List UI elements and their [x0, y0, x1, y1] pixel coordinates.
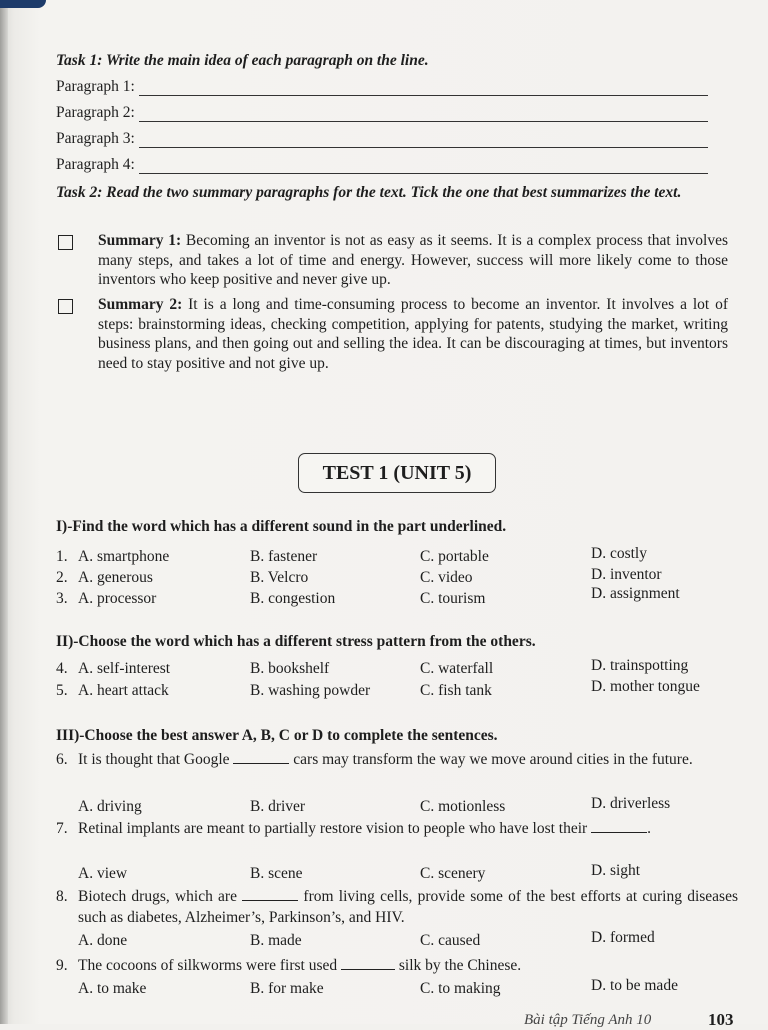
answer-blank[interactable]	[242, 886, 298, 901]
option-a[interactable]: A. smartphone	[78, 548, 170, 565]
summary-1-text: Becoming an inventor is not as easy as it seems. It is a complex process that involves many steps, and takes a lot of time and energy. However, success will more likely come to those inventors who keep positive and never give up.	[98, 232, 728, 288]
summary-2	[58, 295, 728, 373]
question-row	[56, 657, 736, 680]
question-row	[56, 545, 736, 568]
option-a[interactable]: A. self-interest	[78, 660, 171, 677]
summary-1-checkbox[interactable]	[58, 235, 73, 250]
question-row	[56, 585, 736, 610]
task2-title: Task 2: Read the two summary paragraphs for the text. Tick the one that best summarizes the text.	[56, 184, 682, 201]
book-spine-shadow	[0, 0, 8, 1024]
question-row	[56, 795, 736, 818]
option-d[interactable]: D. trainspotting	[591, 657, 689, 674]
question-number: 3.	[56, 590, 68, 607]
option-a[interactable]: A. processor	[78, 590, 157, 607]
paragraph-3-line[interactable]	[56, 130, 708, 148]
question-6	[56, 749, 738, 770]
question-number: 7.	[56, 820, 68, 837]
answer-blank[interactable]	[591, 818, 647, 833]
question-row	[56, 977, 736, 1000]
summary-1-label: Summary 1:	[98, 232, 182, 249]
question-text: Biotech drugs, which are	[78, 888, 243, 905]
question-number: 1.	[56, 548, 68, 565]
option-d[interactable]: D. mother tongue	[591, 678, 700, 695]
option-c[interactable]: C. scenery	[420, 865, 486, 882]
option-c[interactable]: C. motionless	[420, 798, 506, 815]
test-title: TEST 1 (UNIT 5)	[298, 453, 496, 493]
option-a[interactable]: A. heart attack	[78, 682, 169, 699]
paragraph-4-line[interactable]	[56, 156, 708, 174]
option-c[interactable]: C. portable	[420, 548, 489, 565]
option-a[interactable]: A. to make	[78, 980, 147, 997]
section3-heading: III)-Choose the best answer A, B, C or D to complete the sentences.	[56, 727, 498, 744]
page-number: 103	[708, 1010, 734, 1029]
option-b[interactable]: B. driver	[250, 798, 306, 815]
question-row	[56, 678, 736, 702]
question-number: 8.	[56, 888, 68, 905]
paragraph-2-label: Paragraph 2:	[56, 104, 135, 121]
option-c[interactable]: C. caused	[420, 932, 481, 949]
option-d[interactable]: D. sight	[591, 862, 641, 879]
question-number: 9.	[56, 957, 68, 974]
option-d[interactable]: D. costly	[591, 545, 647, 562]
question-text: from living cells, provide some of the best efforts at curing diseases such as diabetes, Alzheimer’s, Parkinson’s, and HIV.	[78, 888, 738, 926]
option-a[interactable]: A. driving	[78, 798, 142, 815]
option-d[interactable]: D. formed	[591, 929, 655, 946]
section1-heading: I)-Find the word which has a different sound in the part underlined.	[56, 518, 507, 535]
summary-2-checkbox[interactable]	[58, 299, 73, 314]
option-b[interactable]: B. washing powder	[250, 682, 371, 699]
option-c[interactable]: C. video	[420, 569, 473, 586]
question-text: .	[647, 820, 651, 837]
option-b[interactable]: B. for make	[250, 980, 324, 997]
question-text: cars may transform the way we move around cities in the future.	[289, 751, 693, 768]
answer-blank[interactable]	[341, 955, 395, 970]
question-text: Retinal implants are meant to partially restore vision to people who have lost their	[78, 820, 592, 837]
option-c[interactable]: C. waterfall	[420, 660, 494, 677]
option-b[interactable]: B. Velcro	[250, 569, 309, 586]
option-a[interactable]: A. view	[78, 865, 128, 882]
option-d[interactable]: D. inventor	[591, 566, 662, 583]
footer-book-title: Bài tập Tiếng Anh 10	[524, 1012, 652, 1028]
paragraph-3-label: Paragraph 3:	[56, 130, 135, 147]
option-a[interactable]: A. done	[78, 932, 128, 949]
task1-title: Task 1: Write the main idea of each paragraph on the line.	[56, 52, 429, 69]
question-number: 4.	[56, 660, 68, 677]
section2-heading: II)-Choose the word which has a different stress pattern from the others.	[56, 633, 536, 650]
question-number: 2.	[56, 569, 68, 586]
question-9	[56, 955, 738, 976]
option-b[interactable]: B. fastener	[250, 548, 318, 565]
question-text: silk by the Chinese.	[395, 957, 522, 974]
option-d[interactable]: D. assignment	[591, 585, 680, 602]
question-7	[56, 818, 738, 839]
summary-2-label: Summary 2:	[98, 296, 183, 313]
option-b[interactable]: B. bookshelf	[250, 660, 330, 677]
question-row	[56, 862, 736, 885]
option-c[interactable]: C. to making	[420, 980, 501, 997]
summary-1	[58, 231, 728, 290]
paragraph-2-line[interactable]	[56, 104, 708, 122]
paragraph-1-line[interactable]	[56, 78, 708, 96]
option-a[interactable]: A. generous	[78, 569, 153, 586]
paragraph-1-label: Paragraph 1:	[56, 78, 135, 95]
answer-blank[interactable]	[233, 749, 289, 764]
question-row	[56, 929, 736, 952]
option-b[interactable]: B. congestion	[250, 590, 336, 607]
paragraph-4-label: Paragraph 4:	[56, 156, 135, 173]
option-b[interactable]: B. scene	[250, 865, 303, 882]
option-c[interactable]: C. fish tank	[420, 682, 492, 699]
question-text: It is thought that Google	[78, 751, 234, 768]
question-8	[56, 886, 738, 928]
option-d[interactable]: D. driverless	[591, 795, 671, 812]
option-c[interactable]: C. tourism	[420, 590, 486, 607]
question-text: The cocoons of silkworms were first used	[78, 957, 342, 974]
question-number: 6.	[56, 751, 68, 768]
option-d[interactable]: D. to be made	[591, 977, 678, 994]
option-b[interactable]: B. made	[250, 932, 302, 949]
corner-tab	[0, 0, 46, 8]
summary-2-text: It is a long and time-consuming process to become an inventor. It involves a lot of steps: brainstorming ideas, checking competition, applying for patents, studying the market, writing business plans, and then going out and selling the idea. It can be discouraging at times, but inventors need to stay positive and not give up.	[98, 296, 729, 372]
question-number: 5.	[56, 682, 68, 699]
